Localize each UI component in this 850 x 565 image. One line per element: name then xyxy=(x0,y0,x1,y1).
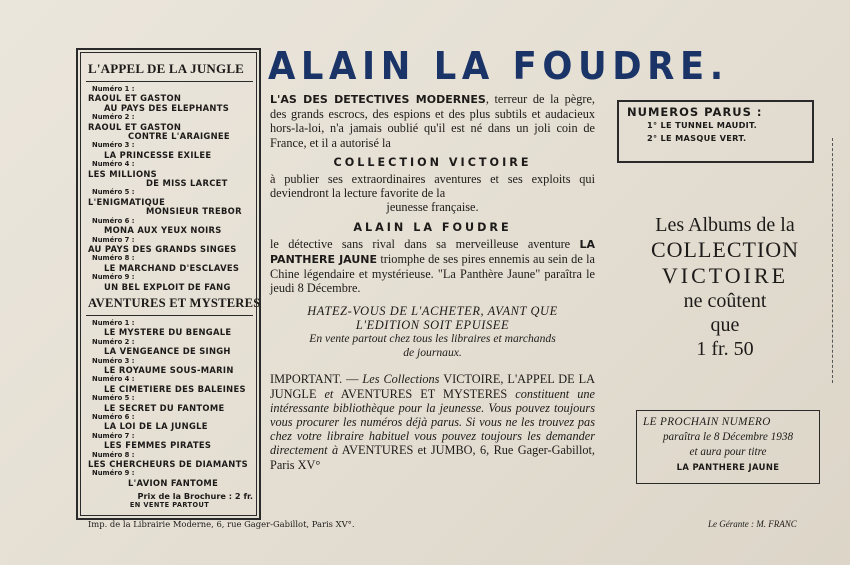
vente-line1: En vente partout chez tous les libraires et marchands xyxy=(309,332,556,346)
catalog-number: Numéro 8 : xyxy=(92,254,135,263)
intro-paragraph xyxy=(270,92,595,150)
catalog-number: Numéro 6 : xyxy=(92,216,135,225)
aventures-heading: AVENTURES ET MYSTERES xyxy=(88,295,261,310)
catalog-number: Numéro 1 : xyxy=(92,318,135,327)
collection-paragraph xyxy=(270,172,595,215)
catalog-item xyxy=(86,273,253,292)
catalog-item xyxy=(86,217,253,236)
imp-c: VICTOIRE, L'APPEL DE LA JUNGLE xyxy=(270,372,596,401)
catalog-title: LE SECRET DU FANTOME xyxy=(104,402,225,413)
appel-list xyxy=(86,85,253,292)
catalog-number: Numéro 8 : xyxy=(92,450,135,459)
appel-heading: L'APPEL DE LA JUNGLE xyxy=(88,61,245,76)
catalog-number: Numéro 1 : xyxy=(92,85,135,93)
catalog-title: LA LOI DE LA JUNGLE xyxy=(104,421,208,432)
catalog-item xyxy=(86,254,253,273)
catalog-title: LES MILLIONS xyxy=(88,168,158,179)
catalog-item xyxy=(86,319,253,338)
catalog-item xyxy=(86,394,253,413)
alain-paragraph xyxy=(270,237,595,296)
gerante-credit: Le Gérante : M. FRANC xyxy=(708,519,797,529)
catalog-number: Numéro 4 : xyxy=(92,375,135,384)
catalog-number: Numéro 5 : xyxy=(92,188,135,197)
catalog-title: CONTRE L'ARAIGNEE xyxy=(128,131,230,142)
price-text: Prix de la Brochure : 2 fr. xyxy=(137,491,253,502)
catalog-item xyxy=(86,413,253,432)
catalog-number: Numéro 5 : xyxy=(92,394,135,403)
catalog-title: MONA AUX YEUX NOIRS xyxy=(104,225,222,236)
aventures-list xyxy=(86,319,253,488)
catalog-number: Numéro 3 : xyxy=(92,356,135,365)
albums-price-value: 1 fr. 50 xyxy=(696,338,754,360)
catalog-item xyxy=(86,141,253,160)
collection-text: à publier ses extraordinaires aventures et ses exploits qui deviendront la lecture favorite de la xyxy=(270,172,595,201)
prochain-numero-box xyxy=(636,410,820,484)
intro-text: , terreur de la pègre, des grands escrocs, des espions et des plus subtils et audacieux hors-la-loi, n'a jamais oublié qu'il est né dans un joli coin de France, et il a autorisé la xyxy=(270,92,595,150)
fold-line xyxy=(832,138,835,383)
catalog-number: Numéro 7 : xyxy=(92,431,135,440)
catalog-title: LES FEMMES PIRATES xyxy=(104,440,212,451)
catalog-item xyxy=(86,113,253,141)
catalog-number: Numéro 9 : xyxy=(92,469,135,478)
vente-line2: de journaux. xyxy=(403,346,462,360)
albums-line: COLLECTION xyxy=(650,237,800,262)
imp-g: AVENTURES et JUMBO, 6, Rue Gager-Gabillot, Paris XV° xyxy=(270,443,595,472)
printer-credit: Imp. de la Librairie Moderne, 6, rue Gager-Gabillot, Paris XV°. xyxy=(88,519,355,529)
intro-caps: L'AS DES DETECTIVES MODERNES xyxy=(270,93,486,106)
catalog-number: Numéro 4 : xyxy=(92,160,135,169)
catalog-title: LE MARCHAND D'ESCLAVES xyxy=(104,262,240,273)
catalog-number: Numéro 9 : xyxy=(92,273,135,282)
hatez-line1: HATEZ-VOUS DE L'ACHETER, AVANT QUE xyxy=(307,303,558,318)
hatez-block xyxy=(270,304,595,361)
catalog-title: AU PAYS DES GRANDS SINGES xyxy=(88,243,237,254)
main-text xyxy=(270,92,595,472)
alain-text-end: triomphe de ses pires ennemis au sein de la Chine légendaire et mystérieuse. "La Panthère Jaune" paraîtra le jeudi 8 Décembre. xyxy=(270,252,596,296)
numeros-item: 1° LE TUNNEL MAUDIT. xyxy=(647,120,758,130)
prochain-date: paraîtra le 8 Décembre 1938 xyxy=(662,431,794,443)
catalog-number: Numéro 7 : xyxy=(92,235,135,244)
catalog-title: LE CIMETIERE DES BALEINES xyxy=(104,383,246,394)
albums-line: ne coûtent xyxy=(683,290,767,312)
catalog-item xyxy=(86,338,253,357)
divider xyxy=(86,81,253,82)
important-paragraph xyxy=(270,372,595,471)
catalog-column xyxy=(76,48,261,520)
catalog-title: L'AVION FANTOME xyxy=(128,477,219,488)
divider xyxy=(86,315,253,316)
catalog-item xyxy=(86,469,253,488)
imp-d: et xyxy=(324,386,334,401)
catalog-title: DE MISS LARCET xyxy=(146,178,228,189)
catalog-item xyxy=(86,357,253,376)
collection-text-end: jeunesse française. xyxy=(386,200,479,215)
imp-e: AVENTURES ET MYSTERES xyxy=(340,386,508,401)
alain-title: ALAIN LA FOUDRE xyxy=(353,220,512,234)
catalog-title: L'ENIGMATIQUE xyxy=(88,196,166,207)
catalog-title: MONSIEUR TREBOR xyxy=(146,206,242,217)
catalog-item xyxy=(86,160,253,188)
catalog-item xyxy=(86,451,253,470)
prochain-title: LE PROCHAIN NUMERO xyxy=(643,416,771,428)
catalog-title: LE ROYAUME SOUS-MARIN xyxy=(104,364,234,375)
alain-text: le détective sans rival dans sa merveilleuse aventure xyxy=(270,236,571,251)
catalog-number: Numéro 2 : xyxy=(92,337,135,346)
catalog-title: AU PAYS DES ELEPHANTS xyxy=(104,102,230,113)
catalog-title: LA PRINCESSE EXILEE xyxy=(104,149,212,160)
numeros-item: 2° LE MASQUE VERT. xyxy=(647,133,747,143)
catalog-item xyxy=(86,85,253,113)
albums-price xyxy=(620,213,830,361)
imp-f: constituent une intéressante bibliothèque pour la jeunesse. Vous pouvez toujours vous procurer les numéros déjà parus. Si vous ne les trouvez pas chez votre libraire habituel vous pouvez toujours les demander directement à xyxy=(270,386,595,458)
catalog-item xyxy=(86,432,253,451)
catalog-number: Numéro 6 : xyxy=(92,413,135,421)
numeros-heading: NUMEROS PARUS : xyxy=(627,105,763,119)
catalog-title: UN BEL EXPLOIT DE FANG xyxy=(104,281,231,292)
prochain-text: et aura pour titre xyxy=(689,446,767,458)
imp-b: Les Collections xyxy=(362,372,440,387)
numeros-parus-box xyxy=(617,100,814,163)
catalog-title: RAOUL ET GASTON xyxy=(88,121,182,132)
panthere-caps: LA PANTHERE JAUNE xyxy=(270,237,596,267)
albums-line: que xyxy=(710,314,740,336)
catalog-number: Numéro 3 : xyxy=(92,141,135,150)
catalog-title: LE MYSTERE DU BENGALE xyxy=(104,327,232,338)
catalog-title: LA VENGEANCE DE SINGH xyxy=(104,346,231,357)
catalog-title: LES CHERCHEURS DE DIAMANTS xyxy=(88,459,248,470)
catalog-item xyxy=(86,236,253,255)
catalog-item xyxy=(86,188,253,216)
catalog-title: RAOUL ET GASTON xyxy=(88,93,182,104)
albums-line: VICTOIRE xyxy=(661,263,789,288)
catalog-item xyxy=(86,375,253,394)
prochain-name: LA PANTHERE JAUNE xyxy=(676,462,780,472)
vente-text: EN VENTE PARTOUT xyxy=(129,501,210,510)
page-title: ALAIN LA FOUDRE. xyxy=(268,44,729,88)
collection-title: COLLECTION VICTOIRE xyxy=(333,155,532,169)
hatez-line2: L'EDITION SOIT EPUISEE xyxy=(355,317,510,332)
albums-line: Les Albums de la xyxy=(655,214,795,236)
imp-a: IMPORTANT. — xyxy=(270,372,359,387)
catalog-number: Numéro 2 : xyxy=(92,113,135,122)
